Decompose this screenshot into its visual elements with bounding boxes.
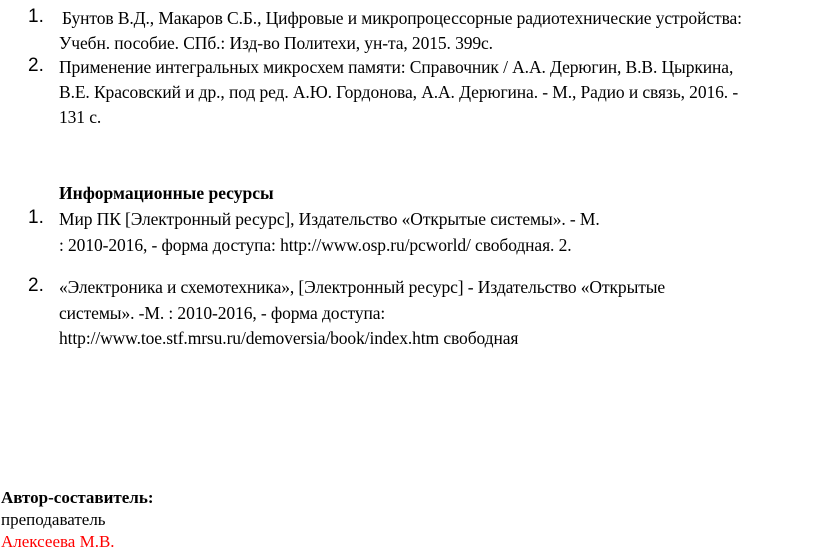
- list-number: 2.: [28, 275, 44, 296]
- list-number: 1.: [28, 207, 44, 228]
- list-item-line: 131 с.: [59, 107, 102, 127]
- list-item-line: http://www.toe.stf.mrsu.ru/demoversia/book/index.htm свободная: [59, 328, 519, 348]
- list-item-line: Учебн. пособие. СПб.: Изд-во Политехи, ун-та, 2015. 399с.: [59, 33, 493, 53]
- author-role: преподаватель: [1, 510, 106, 529]
- resources-heading: Информационные ресурсы: [59, 183, 274, 203]
- list-item-line: : 2010-2016, - форма доступа: http://www.osp.ru/pcworld/ свободная. 2.: [59, 235, 572, 255]
- list-item-line: «Электроника и схемотехника», [Электронный ресурс] - Издательство «Открытые: [59, 277, 666, 297]
- list-item-line: В.Е. Красовский и др., под ред. А.Ю. Гордонова, А.А. Дерюгина. - М., Радио и связь, 2016. -: [59, 82, 739, 102]
- list-item-line: Применение интегральных микросхем памяти: Справочник / А.А. Дерюгин, В.В. Цыркина,: [59, 57, 734, 77]
- list-number: 1.: [28, 6, 44, 27]
- list-number: 2.: [28, 55, 44, 76]
- list-item-line: системы». -М. : 2010-2016, - форма доступа:: [59, 303, 386, 323]
- author-label: Автор-составитель:: [1, 488, 154, 507]
- author-name: Алексеева М.В.: [1, 532, 115, 551]
- list-item-line: Бунтов В.Д., Макаров С.Б., Цифровые и микропроцессорные радиотехнические устройства:: [62, 8, 742, 28]
- list-item-line: Мир ПК [Электронный ресурс], Издательство «Открытые системы». - М.: [59, 209, 600, 229]
